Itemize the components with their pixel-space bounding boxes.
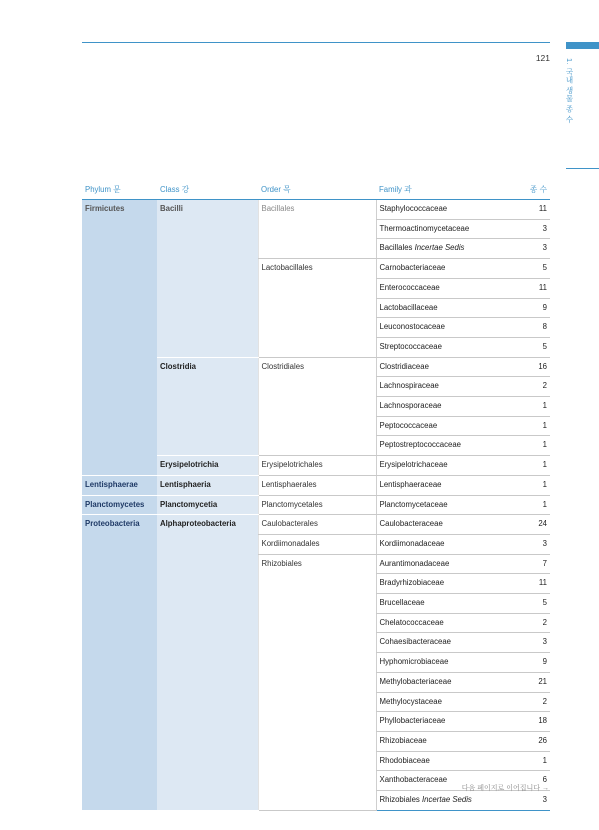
family-cell: Rhodobiaceae xyxy=(376,751,510,771)
order-cell: Bacillales xyxy=(258,200,376,259)
family-cell: Rhizobiaceae xyxy=(376,731,510,751)
count-cell: 5 xyxy=(510,337,550,357)
table-row xyxy=(82,515,550,535)
family-cell: Phyllobacteriaceae xyxy=(376,712,510,732)
order-cell: Rhizobiales xyxy=(258,554,376,810)
table-row xyxy=(82,475,550,495)
count-cell: 3 xyxy=(510,219,550,239)
chapter-label: 1. 국내 생물 종 수 xyxy=(565,58,574,124)
order-cell: Caulobacterales xyxy=(258,515,376,535)
count-cell: 3 xyxy=(510,534,550,554)
top-rule xyxy=(82,42,550,43)
order-cell: Lentisphaerales xyxy=(258,475,376,495)
order-cell: Erysipelotrichales xyxy=(258,456,376,476)
count-cell: 1 xyxy=(510,397,550,417)
order-cell: Kordiimonadales xyxy=(258,534,376,554)
family-cell: Staphylococcaceae xyxy=(376,200,510,220)
family-cell: Streptococcaceae xyxy=(376,337,510,357)
count-cell: 24 xyxy=(510,515,550,535)
count-cell: 16 xyxy=(510,357,550,377)
header-family: Family 과 xyxy=(376,180,510,200)
count-cell: 2 xyxy=(510,613,550,633)
family-cell: Bradyrhizobiaceae xyxy=(376,574,510,594)
count-cell: 1 xyxy=(510,456,550,476)
count-cell: 26 xyxy=(510,731,550,751)
family-cell: Thermoactinomycetaceae xyxy=(376,219,510,239)
header-phylum: Phylum 문 xyxy=(82,180,157,200)
table-row xyxy=(82,200,550,220)
count-cell: 5 xyxy=(510,259,550,279)
phylum-cell: Planctomycetes xyxy=(82,495,157,515)
family-cell xyxy=(376,239,510,259)
family-cell: Caulobacteraceae xyxy=(376,515,510,535)
header-order: Order 목 xyxy=(258,180,376,200)
count-cell: 7 xyxy=(510,554,550,574)
class-cell: Erysipelotrichia xyxy=(157,456,258,476)
family-cell: Kordiimonadaceae xyxy=(376,534,510,554)
count-cell: 3 xyxy=(510,791,550,811)
count-cell: 2 xyxy=(510,377,550,397)
count-cell: 18 xyxy=(510,712,550,732)
page-number: 121 xyxy=(535,53,550,63)
chapter-tab xyxy=(566,42,599,49)
order-cell: Lactobacillales xyxy=(258,259,376,358)
family-cell: Chelatococcaceae xyxy=(376,613,510,633)
count-cell: 1 xyxy=(510,475,550,495)
family-cell: Enterococcaceae xyxy=(376,278,510,298)
family-cell: Carnobacteriaceae xyxy=(376,259,510,279)
class-cell: Bacilli xyxy=(157,200,258,358)
table-header-row xyxy=(82,180,550,200)
count-cell: 9 xyxy=(510,298,550,318)
count-cell: 9 xyxy=(510,653,550,673)
count-cell: 11 xyxy=(510,574,550,594)
family-cell: Lachnosporaceae xyxy=(376,397,510,417)
phylum-cell: Lentisphaerae xyxy=(82,475,157,495)
phylum-cell: Firmicutes xyxy=(82,200,157,476)
count-cell: 8 xyxy=(510,318,550,338)
family-name: Bacillales xyxy=(379,243,413,253)
family-cell: Xanthobacteraceae xyxy=(376,771,510,791)
count-cell: 3 xyxy=(510,239,550,259)
family-cell: Aurantimonadaceae xyxy=(376,554,510,574)
order-cell: Clostridiales xyxy=(258,357,376,456)
table-row xyxy=(82,495,550,515)
count-cell: 5 xyxy=(510,594,550,614)
count-cell: 2 xyxy=(510,692,550,712)
count-cell: 3 xyxy=(510,633,550,653)
count-cell: 6 xyxy=(510,771,550,791)
continued-note: 다음 페이지로 이어집니다 → xyxy=(461,785,549,792)
side-rule xyxy=(566,168,599,169)
family-cell: Methylocystaceae xyxy=(376,692,510,712)
header-class: Class 강 xyxy=(157,180,258,200)
family-cell: Peptococcaceae xyxy=(376,416,510,436)
family-italic: Incertae Sedis xyxy=(421,795,472,805)
count-cell: 21 xyxy=(510,672,550,692)
family-cell: Lachnospiraceae xyxy=(376,377,510,397)
count-cell: 11 xyxy=(510,200,550,220)
header-count: 종 수 xyxy=(510,180,550,200)
count-cell: 1 xyxy=(510,436,550,456)
family-cell: Hyphomicrobiaceae xyxy=(376,653,510,673)
family-cell: Erysipelotrichaceae xyxy=(376,456,510,476)
order-cell: Planctomycetales xyxy=(258,495,376,515)
phylum-cell: Proteobacteria xyxy=(82,515,157,811)
count-cell: 11 xyxy=(510,278,550,298)
class-cell: Planctomycetia xyxy=(157,495,258,515)
family-cell: Lentisphaeraceae xyxy=(376,475,510,495)
family-name: Rhizobiales xyxy=(379,795,420,805)
family-italic: Incertae Sedis xyxy=(414,243,465,253)
family-cell: Planctomycetaceae xyxy=(376,495,510,515)
family-cell: Leuconostocaceae xyxy=(376,318,510,338)
class-cell: Clostridia xyxy=(157,357,258,456)
class-cell: Lentisphaeria xyxy=(157,475,258,495)
taxonomy-table xyxy=(82,180,550,811)
count-cell: 1 xyxy=(510,416,550,436)
class-cell: Alphaproteobacteria xyxy=(157,515,258,811)
family-cell: Cohaesibacteraceae xyxy=(376,633,510,653)
count-cell: 1 xyxy=(510,751,550,771)
family-cell: Lactobacillaceae xyxy=(376,298,510,318)
family-cell: Peptostreptococcaceae xyxy=(376,436,510,456)
family-cell: Brucellaceae xyxy=(376,594,510,614)
family-cell xyxy=(376,791,510,811)
family-cell: Methylobacteriaceae xyxy=(376,672,510,692)
count-cell: 1 xyxy=(510,495,550,515)
family-cell: Clostridiaceae xyxy=(376,357,510,377)
